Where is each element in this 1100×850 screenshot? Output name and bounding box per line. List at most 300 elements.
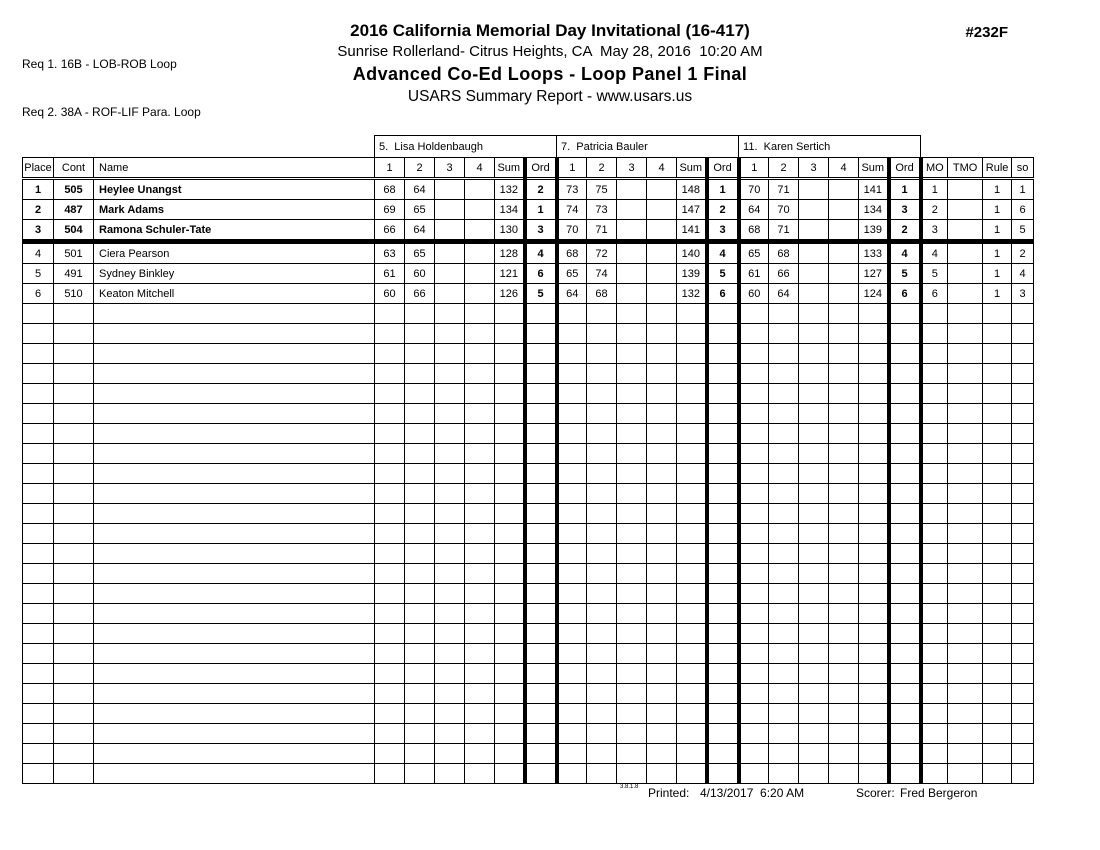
- ordinal-cell: [525, 464, 557, 484]
- ordinal-cell: [525, 524, 557, 544]
- score-cell: [435, 644, 465, 664]
- score-cell: [557, 304, 587, 324]
- name-cell: [94, 424, 375, 444]
- ordinal-cell: [525, 684, 557, 704]
- mo-cell: [921, 424, 948, 444]
- score-cell: [465, 604, 495, 624]
- score-cell: [375, 484, 405, 504]
- printed-label: Printed:: [648, 786, 690, 800]
- score-cell: 70: [557, 220, 587, 242]
- name-cell: [94, 484, 375, 504]
- ordinal-cell: 3: [525, 220, 557, 242]
- score-cell: [435, 464, 465, 484]
- ordinal-cell: [707, 564, 739, 584]
- score-cell: [617, 484, 647, 504]
- score-cell: [405, 584, 435, 604]
- score-cell: 71: [769, 179, 799, 200]
- score-cell: 60: [739, 284, 769, 304]
- score-cell: [647, 344, 677, 364]
- col-header-tmo: TMO: [948, 158, 983, 179]
- sum-cell: [859, 704, 889, 724]
- score-cell: [617, 242, 647, 264]
- score-cell: [829, 344, 859, 364]
- score-cell: [375, 424, 405, 444]
- name-cell: [94, 504, 375, 524]
- empty-row: [23, 504, 1034, 524]
- name-cell: Heylee Unangst: [94, 179, 375, 200]
- rule-cell: [983, 744, 1012, 764]
- sum-cell: 130: [495, 220, 525, 242]
- sum-cell: [495, 444, 525, 464]
- score-cell: [799, 564, 829, 584]
- score-cell: [769, 504, 799, 524]
- sum-cell: [859, 564, 889, 584]
- ordinal-cell: [889, 364, 921, 384]
- place-cell: [23, 704, 54, 724]
- col-header-j3-3: 3: [799, 158, 829, 179]
- ordinal-cell: 5: [525, 284, 557, 304]
- place-cell: [23, 664, 54, 684]
- score-cell: [557, 544, 587, 564]
- contestant-number-cell: [54, 464, 94, 484]
- score-cell: [647, 444, 677, 464]
- tmo-cell: [948, 744, 983, 764]
- score-cell: [829, 424, 859, 444]
- contestant-number-cell: [54, 584, 94, 604]
- empty-row: [23, 364, 1034, 384]
- score-cell: [739, 744, 769, 764]
- score-cell: [465, 484, 495, 504]
- score-cell: [739, 384, 769, 404]
- score-cell: [799, 424, 829, 444]
- rule-cell: [983, 644, 1012, 664]
- score-cell: [557, 424, 587, 444]
- score-cell: [435, 364, 465, 384]
- score-cell: [557, 724, 587, 744]
- score-cell: [405, 444, 435, 464]
- rule-cell: [983, 524, 1012, 544]
- contestant-number-cell: 504: [54, 220, 94, 242]
- sum-cell: [859, 744, 889, 764]
- place-cell: [23, 584, 54, 604]
- ordinal-cell: [707, 744, 739, 764]
- score-cell: [587, 444, 617, 464]
- name-cell: [94, 764, 375, 784]
- sum-cell: [495, 364, 525, 384]
- sum-cell: [859, 584, 889, 604]
- place-cell: [23, 464, 54, 484]
- score-cell: [435, 404, 465, 424]
- contestant-number-cell: [54, 304, 94, 324]
- score-cell: 61: [375, 264, 405, 284]
- sum-cell: [859, 544, 889, 564]
- score-cell: [769, 484, 799, 504]
- sum-cell: 147: [677, 200, 707, 220]
- name-cell: [94, 704, 375, 724]
- score-cell: [435, 424, 465, 444]
- score-cell: [617, 604, 647, 624]
- contestant-number-cell: [54, 324, 94, 344]
- score-cell: [769, 704, 799, 724]
- sum-cell: [495, 504, 525, 524]
- title-block: [0, 21, 1100, 108]
- rule-cell: [983, 724, 1012, 744]
- score-cell: [587, 524, 617, 544]
- sum-cell: [677, 384, 707, 404]
- score-cell: [435, 384, 465, 404]
- so-cell: [1012, 684, 1034, 704]
- score-cell: [739, 584, 769, 604]
- rule-cell: [983, 684, 1012, 704]
- score-cell: [799, 524, 829, 544]
- empty-row: [23, 324, 1034, 344]
- ordinal-cell: [889, 424, 921, 444]
- table-row: [23, 179, 1034, 200]
- tmo-cell: [948, 484, 983, 504]
- score-cell: [557, 504, 587, 524]
- score-cell: [557, 764, 587, 784]
- tmo-cell: [948, 724, 983, 744]
- score-cell: [587, 424, 617, 444]
- score-cell: [465, 664, 495, 684]
- score-cell: [465, 644, 495, 664]
- ordinal-cell: [889, 764, 921, 784]
- score-cell: [769, 644, 799, 664]
- so-cell: [1012, 304, 1034, 324]
- score-cell: [405, 564, 435, 584]
- ordinal-cell: [525, 544, 557, 564]
- score-cell: [557, 644, 587, 664]
- score-cell: [647, 684, 677, 704]
- rule-cell: 1: [983, 179, 1012, 200]
- score-cell: [647, 504, 677, 524]
- sum-cell: 139: [859, 220, 889, 242]
- place-cell: [23, 304, 54, 324]
- col-header-j1-2: 2: [405, 158, 435, 179]
- place-cell: [23, 484, 54, 504]
- score-cell: [799, 504, 829, 524]
- score-cell: [739, 364, 769, 384]
- score-cell: [435, 524, 465, 544]
- sum-cell: [677, 344, 707, 364]
- score-cell: [617, 704, 647, 724]
- sum-cell: 133: [859, 242, 889, 264]
- score-cell: [375, 504, 405, 524]
- sum-cell: [495, 384, 525, 404]
- sum-cell: [495, 544, 525, 564]
- sum-cell: [859, 424, 889, 444]
- name-cell: Ciera Pearson: [94, 242, 375, 264]
- tmo-cell: [948, 242, 983, 264]
- contestant-number-cell: [54, 444, 94, 464]
- mo-cell: [921, 624, 948, 644]
- contestant-number-cell: [54, 564, 94, 584]
- tmo-cell: [948, 444, 983, 464]
- place-cell: 6: [23, 284, 54, 304]
- score-cell: 71: [769, 220, 799, 242]
- score-cell: [739, 704, 769, 724]
- place-cell: [23, 504, 54, 524]
- rule-cell: [983, 604, 1012, 624]
- score-cell: [617, 264, 647, 284]
- score-cell: [739, 464, 769, 484]
- score-cell: [405, 524, 435, 544]
- contestant-number-cell: [54, 404, 94, 424]
- place-cell: [23, 744, 54, 764]
- score-cell: [435, 664, 465, 684]
- ordinal-cell: 1: [525, 200, 557, 220]
- ordinal-cell: [889, 644, 921, 664]
- sum-cell: [495, 764, 525, 784]
- score-cell: [829, 504, 859, 524]
- mo-cell: 5: [921, 264, 948, 284]
- score-cell: [587, 584, 617, 604]
- empty-row: [23, 384, 1034, 404]
- score-cell: [375, 764, 405, 784]
- rule-cell: [983, 344, 1012, 364]
- sum-cell: [859, 684, 889, 704]
- score-cell: [405, 404, 435, 424]
- rule-cell: [983, 424, 1012, 444]
- contestant-number-cell: [54, 604, 94, 624]
- contestant-number-cell: [54, 684, 94, 704]
- tmo-cell: [948, 304, 983, 324]
- contestant-number-cell: 501: [54, 242, 94, 264]
- score-cell: [465, 324, 495, 344]
- score-cell: [829, 200, 859, 220]
- judge-header-1: 5. Lisa Holdenbaugh: [375, 136, 557, 158]
- score-cell: [829, 284, 859, 304]
- sum-cell: [677, 704, 707, 724]
- score-cell: [769, 384, 799, 404]
- score-cell: [829, 242, 859, 264]
- score-cell: [769, 304, 799, 324]
- score-cell: [587, 724, 617, 744]
- score-cell: [617, 220, 647, 242]
- score-cell: 68: [557, 242, 587, 264]
- rule-cell: [983, 364, 1012, 384]
- sum-cell: [677, 684, 707, 704]
- score-cell: [405, 484, 435, 504]
- score-cell: [769, 624, 799, 644]
- score-cell: [587, 464, 617, 484]
- col-header-j2-3: 3: [617, 158, 647, 179]
- score-cell: [465, 724, 495, 744]
- score-cell: [769, 604, 799, 624]
- sum-cell: 126: [495, 284, 525, 304]
- sum-cell: [495, 324, 525, 344]
- score-cell: [769, 724, 799, 744]
- name-cell: [94, 664, 375, 684]
- ordinal-cell: [525, 664, 557, 684]
- score-cell: [375, 404, 405, 424]
- empty-row: [23, 584, 1034, 604]
- score-cell: [617, 179, 647, 200]
- sum-cell: 128: [495, 242, 525, 264]
- so-cell: [1012, 644, 1034, 664]
- name-cell: [94, 404, 375, 424]
- sum-cell: [677, 724, 707, 744]
- ordinal-cell: [525, 724, 557, 744]
- score-cell: [375, 624, 405, 644]
- score-cell: [647, 384, 677, 404]
- name-cell: [94, 544, 375, 564]
- scorer-name: Fred Bergeron: [900, 786, 978, 800]
- score-cell: [769, 444, 799, 464]
- sum-cell: [677, 524, 707, 544]
- empty-row: [23, 404, 1034, 424]
- score-cell: 66: [405, 284, 435, 304]
- score-cell: 68: [375, 179, 405, 200]
- ordinal-cell: [525, 364, 557, 384]
- score-cell: [587, 484, 617, 504]
- score-cell: 70: [769, 200, 799, 220]
- score-cell: [647, 664, 677, 684]
- ordinal-cell: [525, 564, 557, 584]
- ordinal-cell: [707, 644, 739, 664]
- score-cell: [617, 624, 647, 644]
- score-cell: [769, 524, 799, 544]
- score-cell: [769, 564, 799, 584]
- rule-cell: [983, 444, 1012, 464]
- place-cell: [23, 564, 54, 584]
- score-cell: [587, 384, 617, 404]
- software-version: 3.8.1.8: [620, 784, 639, 790]
- rule-cell: [983, 764, 1012, 784]
- place-cell: [23, 324, 54, 344]
- sum-cell: [859, 344, 889, 364]
- score-cell: [647, 704, 677, 724]
- name-cell: [94, 324, 375, 344]
- place-cell: [23, 344, 54, 364]
- contestant-number-cell: [54, 764, 94, 784]
- competition-title: 2016 California Memorial Day Invitational (16-417): [350, 21, 750, 40]
- ordinal-cell: [707, 684, 739, 704]
- ordinal-cell: [525, 504, 557, 524]
- score-cell: [465, 464, 495, 484]
- report-type-line: USARS Summary Report - www.usars.us: [407, 88, 693, 105]
- tmo-cell: [948, 604, 983, 624]
- scorer-label: Scorer:: [856, 786, 895, 800]
- score-cell: 70: [739, 179, 769, 200]
- table-row: [23, 242, 1034, 264]
- score-cell: [465, 284, 495, 304]
- empty-row: [23, 684, 1034, 704]
- contestant-number-cell: 491: [54, 264, 94, 284]
- ordinal-cell: 1: [707, 179, 739, 200]
- score-cell: [647, 764, 677, 784]
- score-cell: [647, 324, 677, 344]
- ordinal-cell: 3: [707, 220, 739, 242]
- score-cell: [465, 684, 495, 704]
- score-cell: [799, 324, 829, 344]
- score-cell: [587, 704, 617, 724]
- score-cell: [405, 344, 435, 364]
- score-cell: [405, 424, 435, 444]
- so-cell: [1012, 504, 1034, 524]
- so-cell: 4: [1012, 264, 1034, 284]
- name-cell: [94, 624, 375, 644]
- score-cell: [829, 384, 859, 404]
- table-row: [23, 220, 1034, 242]
- col-header-j3-1: 1: [739, 158, 769, 179]
- score-cell: [405, 664, 435, 684]
- score-cell: [587, 544, 617, 564]
- ordinal-cell: [889, 504, 921, 524]
- sum-cell: 124: [859, 284, 889, 304]
- empty-row: [23, 664, 1034, 684]
- score-cell: [435, 264, 465, 284]
- ordinal-cell: [889, 344, 921, 364]
- score-cell: [557, 604, 587, 624]
- empty-row: [23, 704, 1034, 724]
- tmo-cell: [948, 564, 983, 584]
- ordinal-cell: [889, 664, 921, 684]
- score-cell: [587, 644, 617, 664]
- place-cell: [23, 624, 54, 644]
- mo-cell: [921, 744, 948, 764]
- score-cell: [375, 364, 405, 384]
- place-cell: 5: [23, 264, 54, 284]
- judge-row-right-spacer: [921, 136, 1034, 158]
- score-cell: [799, 664, 829, 684]
- sum-cell: [495, 724, 525, 744]
- col-header-j3-4: 4: [829, 158, 859, 179]
- empty-row: [23, 644, 1034, 664]
- score-cell: [829, 364, 859, 384]
- sum-cell: [495, 744, 525, 764]
- score-cell: 64: [739, 200, 769, 220]
- score-cell: [739, 424, 769, 444]
- col-header-j2-1: 1: [557, 158, 587, 179]
- sum-cell: [859, 664, 889, 684]
- score-cell: [435, 584, 465, 604]
- score-cell: [375, 564, 405, 584]
- mo-cell: [921, 704, 948, 724]
- score-cell: [799, 284, 829, 304]
- sum-cell: [859, 604, 889, 624]
- rule-cell: [983, 544, 1012, 564]
- ordinal-cell: [707, 344, 739, 364]
- event-number: #232F: [965, 24, 1008, 41]
- score-cell: [405, 644, 435, 664]
- score-cell: 68: [739, 220, 769, 242]
- score-cell: [557, 344, 587, 364]
- sum-cell: [677, 324, 707, 344]
- score-cell: 73: [587, 200, 617, 220]
- score-cell: [435, 304, 465, 324]
- sum-cell: 141: [859, 179, 889, 200]
- ordinal-cell: [525, 764, 557, 784]
- ordinal-cell: 4: [707, 242, 739, 264]
- sum-cell: [495, 704, 525, 724]
- sum-cell: [859, 504, 889, 524]
- sum-cell: [859, 464, 889, 484]
- so-cell: [1012, 424, 1034, 444]
- score-cell: 65: [739, 242, 769, 264]
- score-cell: [435, 344, 465, 364]
- so-cell: [1012, 604, 1034, 624]
- score-cell: [799, 684, 829, 704]
- ordinal-cell: [707, 624, 739, 644]
- ordinal-cell: [525, 704, 557, 724]
- mo-cell: [921, 564, 948, 584]
- score-cell: [405, 544, 435, 564]
- sum-cell: [859, 484, 889, 504]
- sum-cell: [677, 544, 707, 564]
- mo-cell: [921, 584, 948, 604]
- score-cell: [465, 744, 495, 764]
